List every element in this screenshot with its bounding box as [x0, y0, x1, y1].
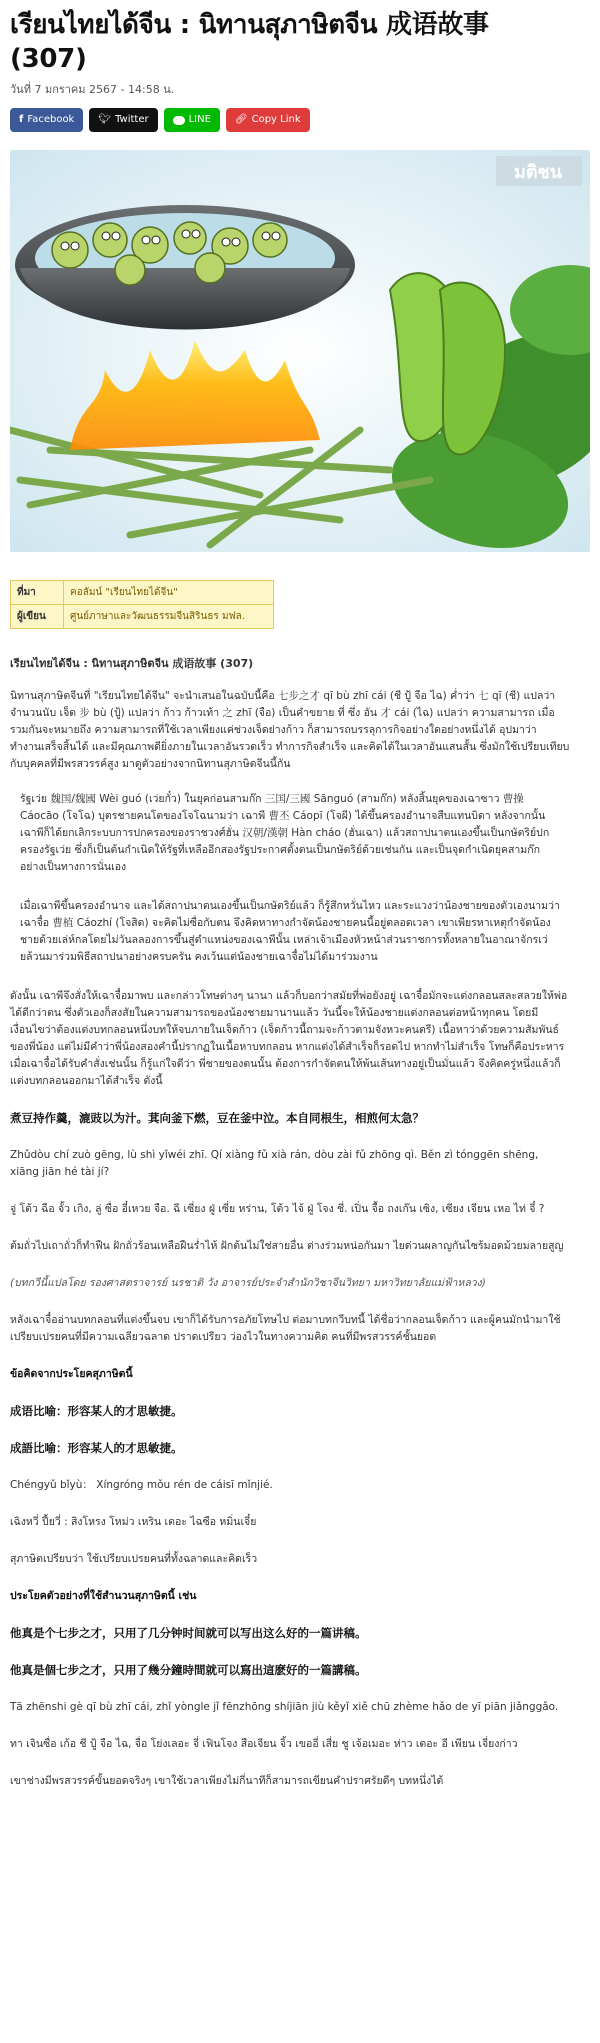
- idiom-traditional: 成語比喻：形容某人的才思敏捷。: [10, 1441, 183, 1455]
- article-info-table: [10, 580, 274, 629]
- twitter-icon: 🐦︎: [98, 114, 112, 125]
- lesson-heading: ข้อคิดจากประโยคสุภาษิตนี้: [10, 1368, 133, 1380]
- example-pinyin: Tā zhēnshi gè qī bù zhī cái, zhǐ yòngle jǐ fēnzhōng shíjiān jiù kěyǐ xiě chū zhème hǎo de yī piān jiǎnggǎo.: [10, 1701, 559, 1713]
- line-label: LINE: [188, 114, 211, 125]
- info-key: ที่มา: [11, 581, 64, 605]
- facebook-label: Facebook: [27, 114, 75, 125]
- story-block: [10, 791, 570, 966]
- idiom-thai-reading: เฉิงหวี่ ปี้ยวี่ : สิงโหรง โหม่ว เหริน เตอะ ไฉซือ หมิ่นเจี๋ย: [10, 1516, 257, 1528]
- idiom-pinyin: Chéngyǔ bǐyù： Xíngróng mǒu rén de cáisī mǐnjié.: [10, 1479, 273, 1491]
- info-row-author: [11, 605, 274, 629]
- example-traditional: 他真是個七步之才，只用了幾分鐘時間就可以寫出這麽好的一篇講稿。: [10, 1663, 367, 1677]
- paragraph-story-2: เมื่อเฉาพีขึ้นครองอำนาจ และได้สถาปนาตนเองขึ้นเป็นกษัตริย์แล้ว ก็รู้สึกหวั่นไหว และระแวงว่าน้องชายของตัวเองนามว่า เฉาจื๋อ 曹植 Cáozhí (โจสิด) จะคิดไม่ซื่อกับตน จึงคิดหาทางกำจัดน้องชายคนนี้อยู่ตลอดเวลา เขาเพียรหาเหตุกำจัดน้องชายด้วยเล่ห์กลโดยไม่วันลลองการขึ้นสู่ตำแหน่งของเฉาพีนั้น เหล่าเจ้าเมืองหัวหน้าส่วนราชการทั้งหลายในอาณาจักรเว่ยล้วนมาร่วมพิธีสถาปนาอย่างครบครัน คงเว้นแต่น้องชายเฉาจื๋อไม่ได้มาร่วมงาน: [20, 900, 560, 963]
- poem-chinese: 煮豆持作羹，漉豉以为汁。萁向釜下燃，豆在釜中泣。本自同根生，相煎何太急？: [10, 1111, 424, 1125]
- poem-thai-reading: จู่ โต้ว ฉือ จั้ว เกิง, ลู่ ซื่อ อี๋เหวย จือ. ฉี เซี่ยง ฝู่ เซี่ย หร่าน, โต้ว ไจ้ ฝู่ โจง ชี่. เปิ่น จื้อ ถงเก๊น เซิง, เซียง เจียน เหอ ไท่ จี๋ ?: [10, 1203, 545, 1215]
- example-simplified: 他真是个七步之才，只用了几分钟时间就可以写出这么好的一篇讲稿。: [10, 1626, 367, 1640]
- poem-pinyin: Zhǔdòu chí zuò gēng, lù shì yǐwéi zhī. Qí xiàng fǔ xià rán, dòu zài fǔ zhōng qì. Běn zì tónggēn shēng, xiāng jiān hé tài jí?: [10, 1149, 539, 1178]
- info-row-source: [11, 581, 274, 605]
- example-meaning: เขาช่างมีพรสวรรค์ขั้นยอดจริงๆ เขาใช้เวลาเพียงไม่กี่นาทีก็สามารถเขียนคำปราศรัยดีๆ บทหนึ่งได้: [10, 1775, 444, 1787]
- line-share-button[interactable]: [164, 108, 220, 132]
- link-icon: 🔗︎: [234, 114, 248, 125]
- twitter-label: Twitter: [115, 114, 149, 125]
- article-title: เรียนไทยได้จีน : นิทานสุภาษิตจีน 成语故事 (307): [10, 10, 489, 74]
- facebook-icon: f: [19, 114, 24, 125]
- hero-illustration: [10, 150, 590, 552]
- hero-logo: มติชน: [513, 162, 563, 183]
- info-key: ผู้เขียน: [11, 605, 64, 629]
- body-subtitle: เรียนไทยได้จีน : นิทานสุภาษิตจีน 成语故事 (307): [10, 657, 254, 670]
- info-value: ศูนย์ภาษาและวัฒนธรรมจีนสิรินธร มฟล.: [64, 605, 274, 629]
- poem-translator-credit: (บทกวีนี้แปลโดย รองศาสตราจารย์ นรชาติ วัง อาจารย์ประจำสำนักวิชาจีนวิทยา มหาวิทยาลัยแม่ฟ้าหลวง): [10, 1277, 486, 1289]
- article-date: วันที่ 7 มกราคม 2567 - 14:58 น.: [10, 83, 175, 96]
- paragraph-story-3: ดังนั้น เฉาพีจึงสั่งให้เฉาจื๋อมาพบ และกล่าวโทษต่างๆ นานา แล้วก็บอกว่าสมัยที่พ่อยังอยู่ เฉาจื๋อมักจะแต่งกลอนสละสลวยให้พ่อได้ดีกว่าตน ซึ่งตัวเองก็สงสัยในความสามารถของน้องชายมานานแล้ว วันนี้จะให้น้องชายแต่งกลอนต่อหน้าทุกคน โดยมีเงื่อนไขว่าต้องแต่งบทกลอนหนึ่งบทให้จบภายในเจ็ดก้าว (เจ็ดก้าวนี้ถามจะก้าวตามจังหวะคนตรี) เนื้อหาว่าด้วยความสัมพันธ์ของพี่น้อง แต่ไม่มีคำว่าพี่น้องสองคำนี้ปรากฏในเนื้อหาบทกลอน หากแต่งได้สำเร็จก็รอดไป หากทำไม่สำเร็จ โทษก็คือประหาร เมื่อเฉาจื๋อได้รับคำสั่งเช่นนั้น ก็รู้แก่ใจดีว่า พี่ชายของตนนั้น ต้องการกำจัดตนให้พ้นเส้นทางอยู่เป็นมั่นแล้ว จึงคิดครู่หนึ่งแล้วก็แต่งบทกลอนออกมาได้สำเร็จ ดังนี้: [10, 990, 568, 1087]
- copy-link-label: Copy Link: [251, 114, 301, 125]
- example-heading: ประโยคตัวอย่างที่ใช้สำนวนสุภาษิตนี้ เช่น: [10, 1590, 197, 1602]
- idiom-meaning: สุภาษิตเปรียบว่า ใช้เปรียบเปรยคนที่ทั้งฉลาดและคิดเร็ว: [10, 1553, 258, 1565]
- copy-link-button[interactable]: [226, 108, 310, 132]
- idiom-simplified: 成语比喻：形容某人的才思敏捷。: [10, 1404, 183, 1418]
- paragraph-conclusion: หลังเฉาจื๋ออ่านบทกลอนที่แต่งขึ้นจบ เขาก็ได้รับการอภัยโทษไป ต่อมาบทกวีบทนี้ ได้ชื่อว่ากลอนเจ็ดก้าว และผู้คนมักนำมาใช้เปรียบเปรยคนที่มีความเฉลียวฉลาด ปราดเปรียว ว่องไวในทางความคิด คนที่มีพรสวรรค์ชั้นยอด: [10, 1314, 561, 1343]
- poem-meaning: ต้มถั่วไปเถาถั่วก็ทำฟืน ฝักถั่วร้อนเหลือฝืนร่ำไห้ ฝักต้นไม่ใช่สายอื่น ต่างร่วมหน่อกันมา ไยด่วนผลาญกันไซร้มอดม้วยมลายสูญ: [10, 1240, 564, 1252]
- facebook-share-button[interactable]: [10, 108, 83, 132]
- info-value: คอลัมน์ "เรียนไทยได้จีน": [64, 581, 274, 605]
- paragraph-intro: นิทานสุภาษิตจีนที่ "เรียนไทยได้จีน" จะนำเสนอในฉบับนี้คือ 七步之才 qī bù zhī cái (ชี ปู้ จือ ไฉ) ค่ำว่า 七 qī (ชี) แปลว่า จำนวนนับ เจ็ด 步 bù (ปู้) แปลว่า ก้าว ก้าวเท้า 之 zhī (จือ) เป็นคำขยาย ที่ ซึ่ง อัน 才 cái (ไฉ) แปลว่า ความสามารถ เมื่อรวมกันจะหมายถึง ความสามารถที่ใช้เวลาเพียงแค่ช่วงเจ็ดย่างก้าว ก็สามารถบรรลุการกิจอย่างใดอย่างหนึ่งได้ อุปมาว่า ทำงานเสร็จสิ้นได้ และมีคุณภาพดียิ่งภายในเวลาอันรวดเร็ว ทำการกิจสำเร็จ และคิดได้ในเวลาอันแสนสั้น ซึ่งมักใช้เปรียบเทียบกับบุคคลที่มีพรสวรรค์สูง มาดูตัวอย่างจากนิทานสุภาษิตจีนนี้กัน: [10, 690, 570, 770]
- example-thai-reading: ทา เจินซื่อ เก้อ ชี ปู้ จือ ไฉ, จื่อ โย่งเลอะ จี่ เฟินโจง สือเจียน จิ้ว เขออี่ เสี่ย ชู เจ้อเมอะ ห่าว เตอะ อี เพียน เจี่ยงก่าว: [10, 1738, 518, 1750]
- paragraph-story-1: รัฐเว่ย 魏国/魏國 Wèi guó (เว่ยกั๋ว) ในยุคก่อนสามก๊ก 三国/三國 Sānguó (สามก๊ก) หลังสิ้นยุคของเฉาซาว 曹操 Cáocāo (โจโฉ) บุตรชายคนโตของโจโฉนามว่า เฉาพี 曹丕 Cáopī (โจผี) ได้ขึ้นครองอำนาจสืบแทนบิดา หลังจากนั้นเฉาพีก็ได้ยกเลิกระบบการปกครองของราชวงศ์ฮั่น 汉朝/漢朝 Hàn cháo (ฮั่นเฉา) แล้วสถาปนาตนเองขึ้นเป็นกษัตริย์ปกครองรัฐเว่ย ซึ่งก็เป็นต้นกำเนิดให้รัฐที่เหลืออีกสองรัฐประกาศตั้งตนเป็นกษัตริย์ด้วยเช่นกัน และเป็นจุดกำเนิดยุคสามก๊กอย่างเป็นทางการนั่นเอง: [20, 793, 550, 873]
- twitter-share-button[interactable]: [89, 108, 157, 132]
- line-icon: [173, 116, 185, 125]
- beans-cooking-illustration: [10, 150, 590, 552]
- share-bar: [10, 108, 570, 132]
